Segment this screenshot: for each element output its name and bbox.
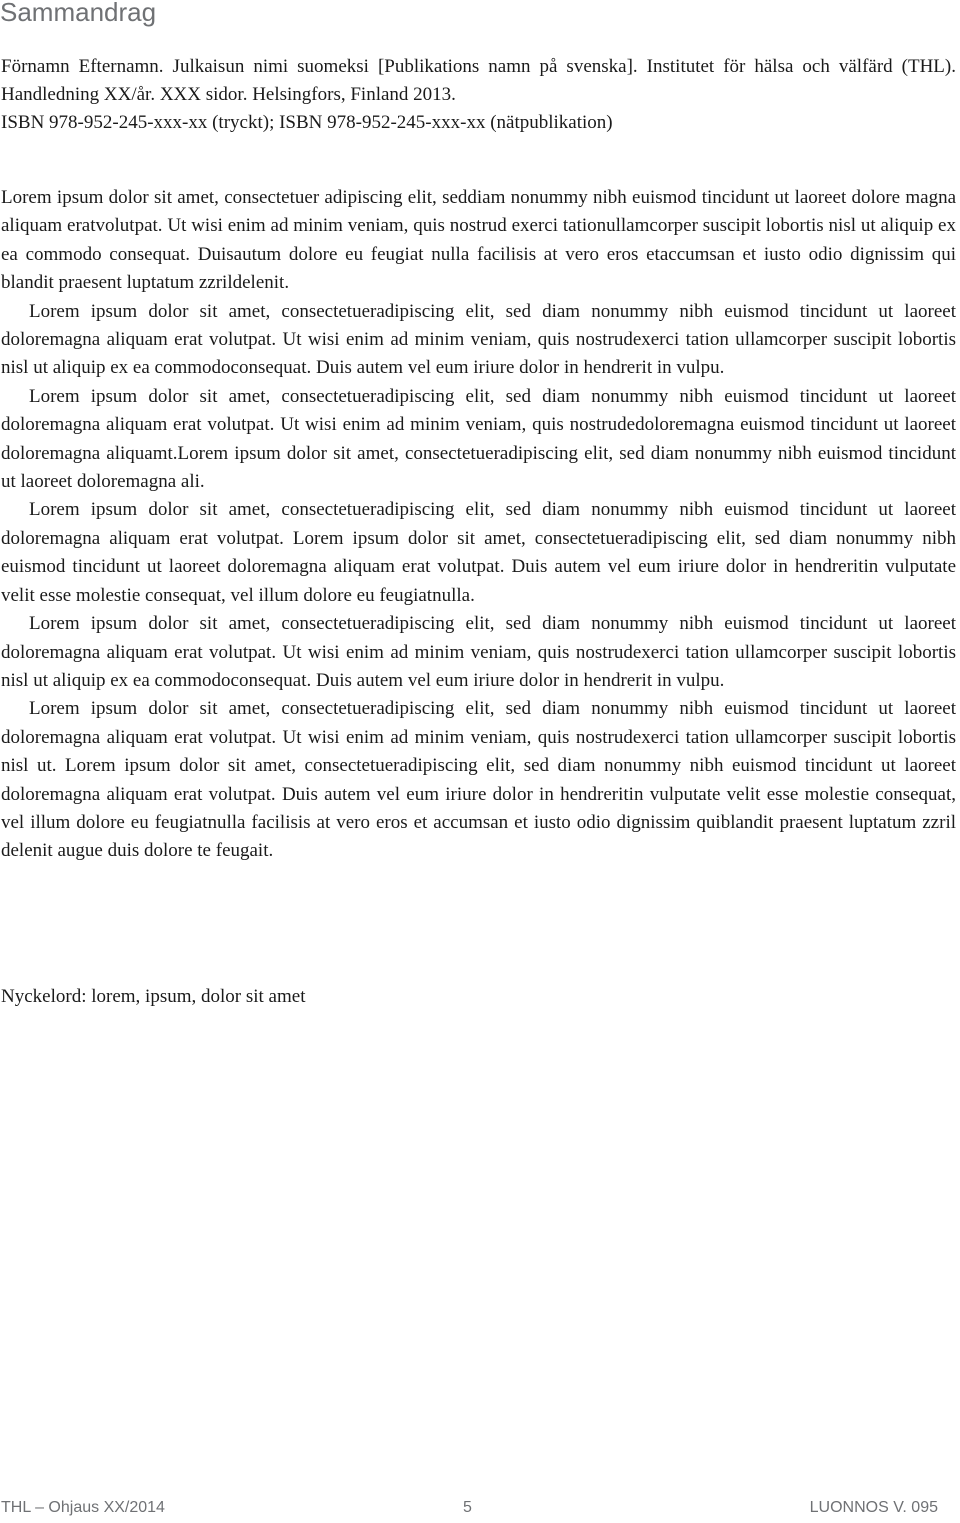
abstract-body — [1, 184, 956, 866]
footer-series: THL – Ohjaus XX/2014 — [1, 1499, 165, 1516]
abstract-paragraph: Lorem ipsum dolor sit amet, consectetuer adipiscing elit, seddiam nonummy nibh euismod tincidunt ut laoreet dolore magna aliquam eratvolutpat. Ut wisi enim ad minim veniam, quis nostrud exerci tationullamcorper suscipit lobortis nisl ut aliquip ex ea commodo consequat. Duisautum dolore eu feugiat nulla facilisis at vero eros etaccumsan et iusto odio dignissim qui blandit praesent luptatum zzrildelenit. — [1, 187, 956, 294]
abstract-paragraph: Lorem ipsum dolor sit amet, consectetueradipiscing elit, sed diam nonummy nibh euismod tincidunt ut laoreet doloremagna aliquam erat volutpat. Ut wisi enim ad minim veniam, quis nostrudedoloremagna euismod tincidunt ut laoreet doloremagna aliquamt.Lorem ipsum dolor sit amet, consectetueradipiscing elit, sed diam nonummy nibh euismod tincidunt ut laoreet doloremagna ali. — [1, 385, 956, 493]
keywords: Nyckelord: lorem, ipsum, dolor sit amet — [1, 986, 306, 1007]
abstract-paragraph: Lorem ipsum dolor sit amet, consectetueradipiscing elit, sed diam nonummy nibh euismod tincidunt ut laoreet doloremagna aliquam erat volutpat. Ut wisi enim ad minim veniam, quis nostrudexerci tation ullamcorper suscipit lobortis nisl ut. Lorem ipsum dolor sit amet, consectetueradipiscing elit, sed diam nonummy nibh euismod tincidunt ut laoreet doloremagna aliquam erat volutpat. Duis autem vel eum iriure dolor in hendreritin vulputate velit esse molestie consequat, vel illum dolore eu feugiatnulla facilisis at vero eros et accumsan et iusto odio dignissim quiblandit praesent luptatum zzril delenit augue duis dolore te feugait. — [1, 698, 956, 862]
publication-info — [1, 53, 956, 137]
abstract-paragraph: Lorem ipsum dolor sit amet, consectetueradipiscing elit, sed diam nonummy nibh euismod tincidunt ut laoreet doloremagna aliquam erat volutpat. Lorem ipsum dolor sit amet, consectetueradipiscing elit, sed diam nonummy nibh euismod tincidunt ut laoreet doloremagna aliquam erat volutpat. Duis autem vel eum iriure dolor in hendreritin vulputate velit esse molestie consequat, vel illum dolore eu feugiatnulla. — [1, 499, 956, 606]
abstract-paragraph: Lorem ipsum dolor sit amet, consectetueradipiscing elit, sed diam nonummy nibh euismod tincidunt ut laoreet doloremagna aliquam erat volutpat. Ut wisi enim ad minim veniam, quis nostrudexerci tation ullamcorper suscipit lobortis nisl ut aliquip ex ea commodoconsequat. Duis autem vel eum iriure dolor in hendrerit in vulpu. — [1, 300, 956, 379]
page-heading: Sammandrag — [0, 0, 157, 27]
publication-citation: Förnamn Efternamn. Julkaisun nimi suomeksi [Publikations namn på svenska]. Institutet för hälsa och välfärd (THL). Handledning XX/år. XXX sidor. Helsingfors, Finland 2013. — [1, 56, 956, 105]
draft-version: LUONNOS V. 095 — [809, 1499, 938, 1516]
abstract-paragraph: Lorem ipsum dolor sit amet, consectetueradipiscing elit, sed diam nonummy nibh euismod tincidunt ut laoreet doloremagna aliquam erat volutpat. Ut wisi enim ad minim veniam, quis nostrudexerci tation ullamcorper suscipit lobortis nisl ut aliquip ex ea commodoconsequat. Duis autem vel eum iriure dolor in hendrerit in vulpu. — [1, 613, 956, 691]
page-number: 5 — [463, 1499, 472, 1516]
page-footer — [0, 1498, 938, 1518]
publication-isbn: ISBN 978-952-245-xxx-xx (tryckt); ISBN 978-952-245-xxx-xx (nätpublikation) — [1, 112, 613, 133]
